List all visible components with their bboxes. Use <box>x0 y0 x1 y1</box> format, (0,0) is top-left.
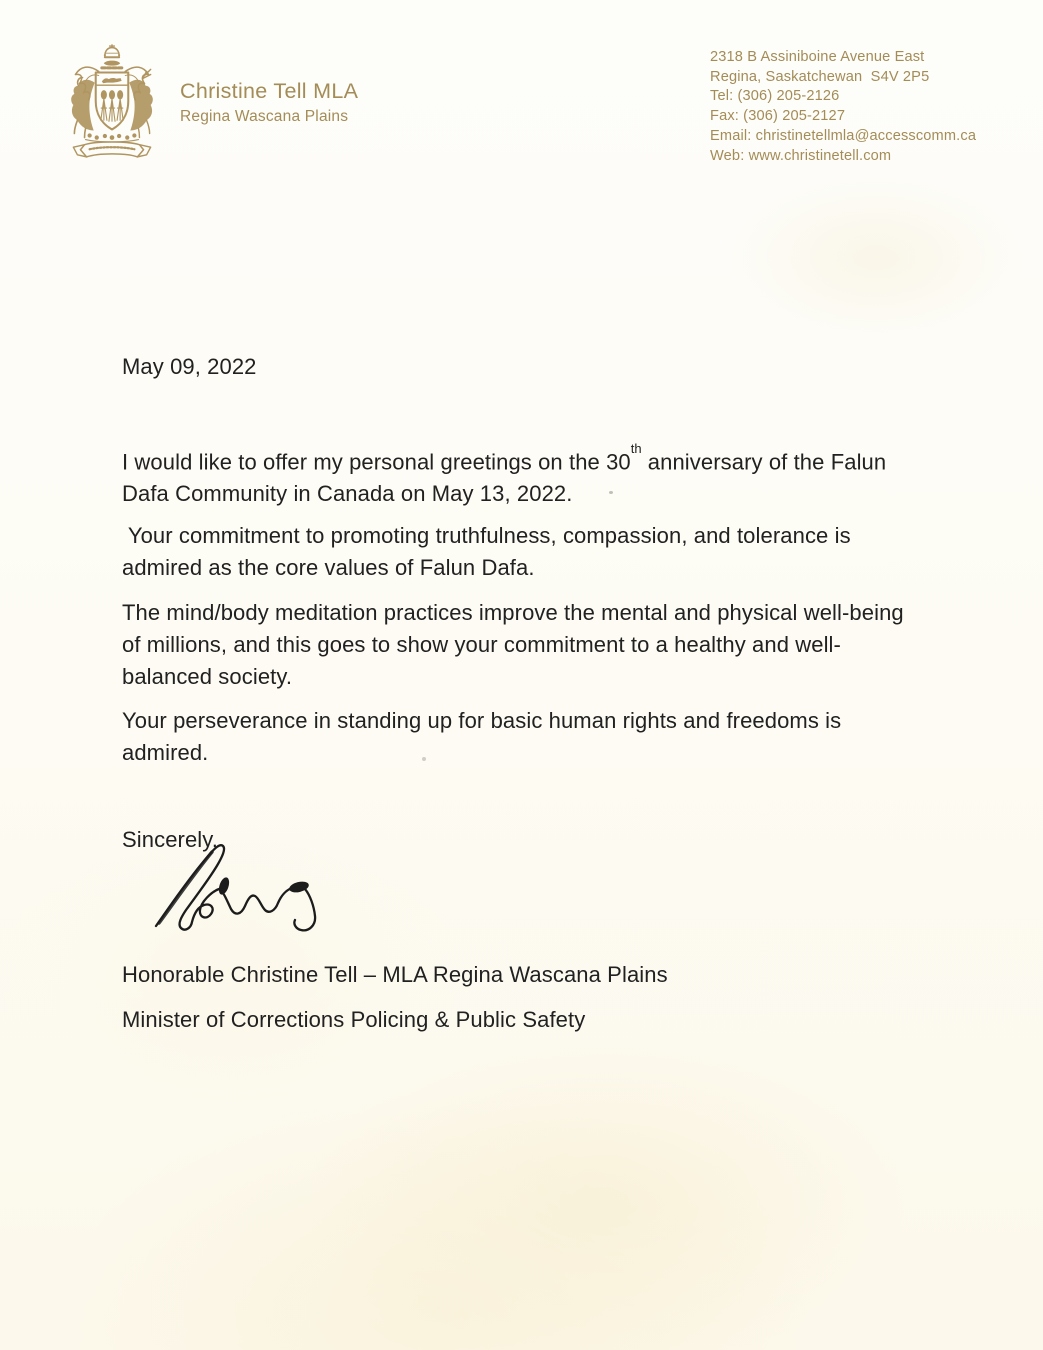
letterhead-contact-block <box>710 48 976 166</box>
paragraph-greeting <box>122 441 886 510</box>
p1-text-after-sup: anniversary of the Falun <box>641 449 887 475</box>
paragraph-line: admired as the core values of Falun Dafa. <box>122 555 535 580</box>
signer-title: Minister of Corrections Policing & Public Safety <box>122 1007 586 1032</box>
paragraph-line: Dafa Community in Canada on May 13, 2022. <box>122 481 573 507</box>
email-line: Email: christinetellmla@accesscomm.ca <box>710 127 977 144</box>
scan-speck <box>422 757 426 761</box>
paragraph-line <box>122 441 886 478</box>
member-constituency: Regina Wascana Plains <box>180 108 349 125</box>
paragraph-meditation <box>122 597 904 693</box>
member-name: Christine Tell MLA <box>180 79 359 103</box>
paragraph-line: admired. <box>122 740 209 765</box>
letter-date: May 09, 2022 <box>122 354 257 379</box>
paragraph-line: The mind/body meditation practices improve the mental and physical well-being <box>122 600 904 625</box>
address-line-2: Regina, Saskatchewan S4V 2P5 <box>710 68 930 85</box>
paragraph-perseverance <box>122 705 841 769</box>
fax-line: Fax: (306) 205-2127 <box>710 108 846 125</box>
closing-salutation: Sincerely, <box>122 827 218 852</box>
saskatchewan-coat-of-arms-icon <box>58 44 166 164</box>
paragraph-line: balanced society. <box>122 664 293 689</box>
scan-speck <box>609 491 613 494</box>
paragraph-commitment <box>122 520 851 584</box>
paragraph-line: Your perseverance in standing up for basic human rights and freedoms is <box>122 708 842 733</box>
letterhead-member-block <box>180 79 358 126</box>
ordinal-superscript: th <box>630 441 642 456</box>
address-line-1: 2318 B Assiniboine Avenue East <box>710 49 925 65</box>
p1-text-before-sup: I would like to offer my personal greetings on the 30 <box>122 449 631 475</box>
paragraph-line: of millions, and this goes to show your commitment to a healthy and well- <box>122 632 841 657</box>
paragraph-line: Your commitment to promoting truthfulness, compassion, and tolerance is <box>122 523 851 548</box>
tel-line: Tel: (306) 205-2126 <box>710 88 840 105</box>
handwritten-signature-icon <box>138 838 350 940</box>
signer-name: Honorable Christine Tell – MLA Regina Wascana Plains <box>122 962 668 987</box>
web-line: Web: www.christinetell.com <box>710 147 892 164</box>
